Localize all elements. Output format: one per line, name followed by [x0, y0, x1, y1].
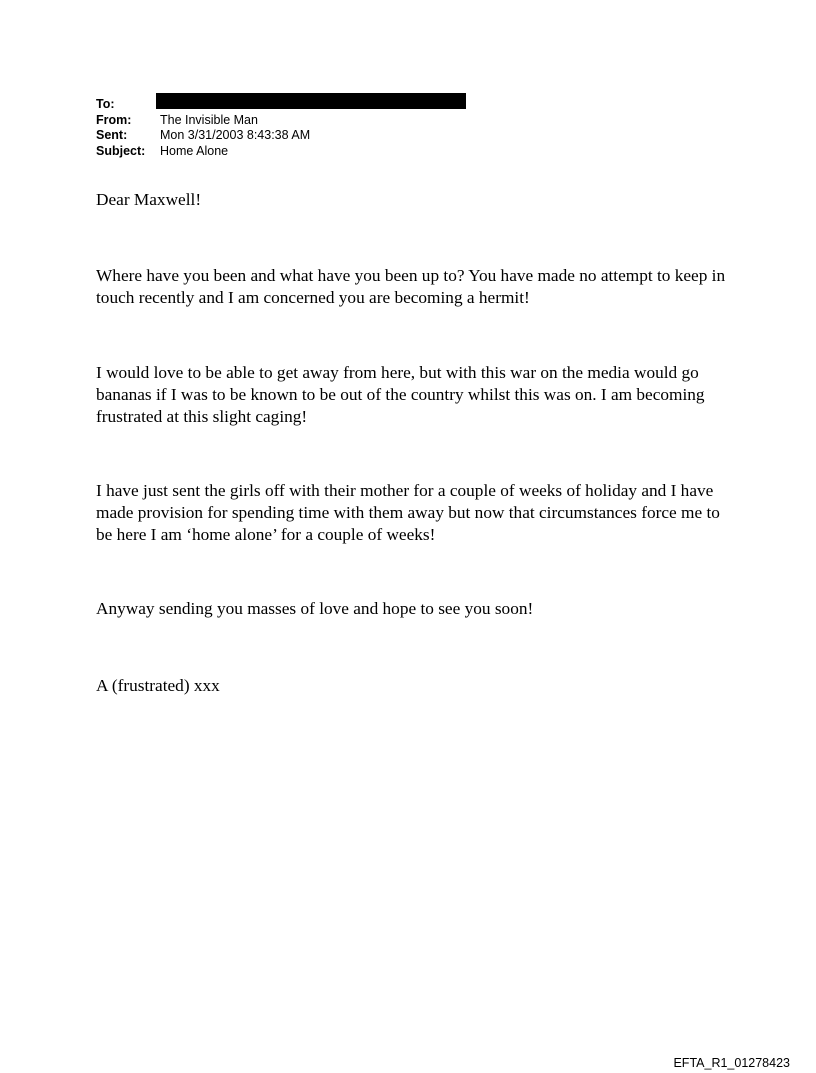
to-label: To: — [96, 97, 115, 111]
subject-label: Subject: — [96, 143, 146, 158]
email-greeting: Dear Maxwell! — [96, 190, 202, 209]
redaction-bar — [156, 93, 466, 109]
email-header — [96, 97, 470, 159]
document-id: EFTA_R1_01278423 — [673, 1056, 790, 1070]
email-paragraph: Where have you been and what have you been up to? You have made no attempt to keep in touch recently and I am concerned you are becoming a hermit! — [96, 266, 726, 307]
to-row — [96, 97, 470, 113]
email-signoff: A (frustrated) xxx — [96, 676, 220, 695]
sent-row — [96, 128, 470, 144]
email-paragraph: Anyway sending you masses of love and hope to see you soon! — [96, 599, 534, 618]
email-paragraph: I would love to be able to get away from here, but with this war on the media would go bananas if I was to be known to be out of the country whilst this was on. I am becoming frustrated at this slight caging! — [96, 363, 705, 426]
from-value: The Invisible Man — [160, 112, 258, 127]
sent-value: Mon 3/31/2003 8:43:38 AM — [160, 128, 311, 142]
sent-label: Sent: — [96, 128, 128, 142]
from-label: From: — [96, 112, 132, 127]
subject-row — [96, 144, 470, 160]
subject-value: Home Alone — [160, 143, 229, 158]
email-paragraph: I have just sent the girls off with their mother for a couple of weeks of holiday and I have made provision for spending time with them away but now that circumstances force me to be here I am ‘home alone’ for a couple of weeks! — [96, 481, 720, 544]
